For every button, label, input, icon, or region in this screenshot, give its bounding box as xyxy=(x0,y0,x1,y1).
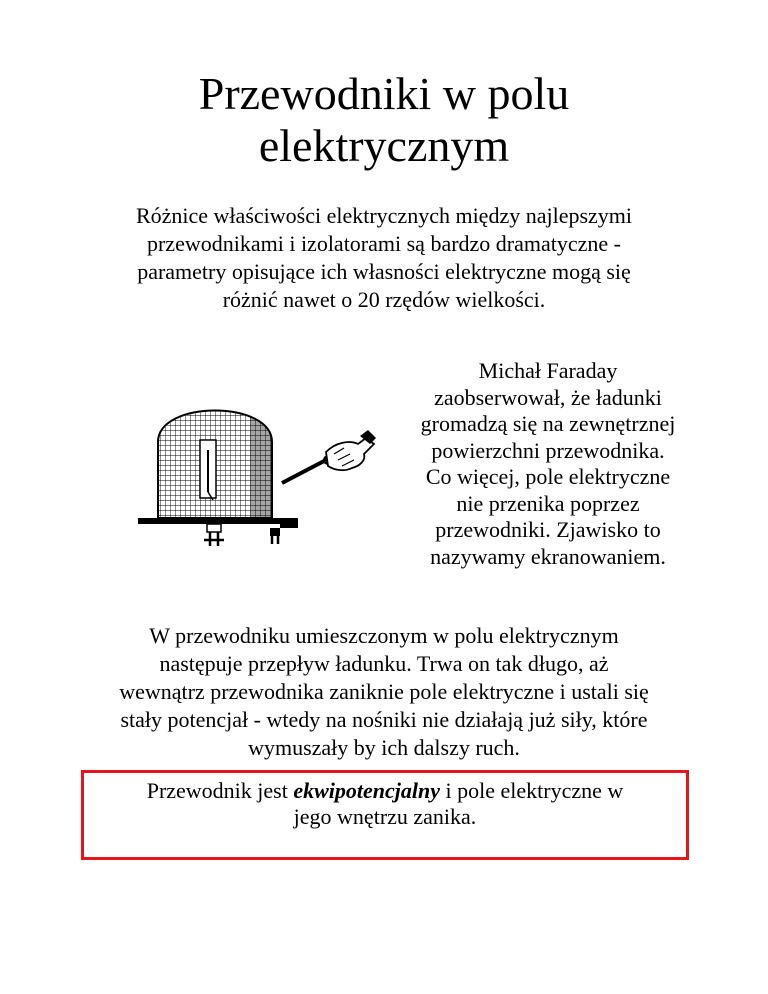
faraday-line: powierzchni przewodnika. xyxy=(431,437,665,463)
faraday-line: Michał Faraday xyxy=(478,358,618,383)
faraday-line: gromadzą się na zewnętrznej xyxy=(420,411,676,436)
title-line-2: elektrycznym xyxy=(258,120,510,171)
body-line: wymuszały by ich dalszy ruch. xyxy=(248,735,520,760)
intro-paragraph xyxy=(60,202,708,314)
body-line: stały potencjał - wtedy na nośniki nie działają już siły, które xyxy=(120,707,648,732)
body-line: W przewodniku umieszczonym w polu elektrycznym xyxy=(149,623,619,648)
conclusion-text xyxy=(84,773,686,830)
faraday-cage-illustration xyxy=(130,380,380,555)
intro-line: przewodnikami i izolatorami są bardzo dramatyczne - xyxy=(146,231,622,256)
conclusion-before: Przewodnik jest xyxy=(146,778,294,803)
faraday-line: zaobserwował, że ładunki xyxy=(434,384,662,410)
faraday-cage-icon xyxy=(130,380,380,555)
intro-line: parametry opisujące ich własności elektryczne mogą się xyxy=(137,259,631,284)
intro-line: Różnice właściwości elektrycznych między najlepszymi xyxy=(135,203,633,228)
faraday-line: nazywamy ekranowaniem. xyxy=(430,543,666,569)
faraday-line: przewodniki. Zjawisko to xyxy=(435,517,661,542)
conductor-paragraph xyxy=(60,622,708,762)
conclusion-after: i pole elektryczne w xyxy=(440,778,624,803)
body-line: wewnątrz przewodnika zaniknie pole elektryczne i ustali się xyxy=(119,679,649,704)
faraday-paragraph xyxy=(388,358,708,570)
conclusion-emphasis: ekwipotencjalny xyxy=(293,778,441,803)
body-line: następuje przepływ ładunku. Trwa on tak długo, aż xyxy=(159,651,609,676)
conclusion-box xyxy=(81,770,689,860)
title-line-1: Przewodniki w polu xyxy=(198,68,570,119)
faraday-line: Co więcej, pole elektryczne xyxy=(425,464,671,489)
page-title xyxy=(0,68,768,172)
faraday-line: nie przenika poprzez xyxy=(456,490,640,516)
conclusion-line-2: jego wnętrzu zanika. xyxy=(293,804,477,829)
intro-line: różnić nawet o 20 rzędów wielkości. xyxy=(222,287,546,312)
